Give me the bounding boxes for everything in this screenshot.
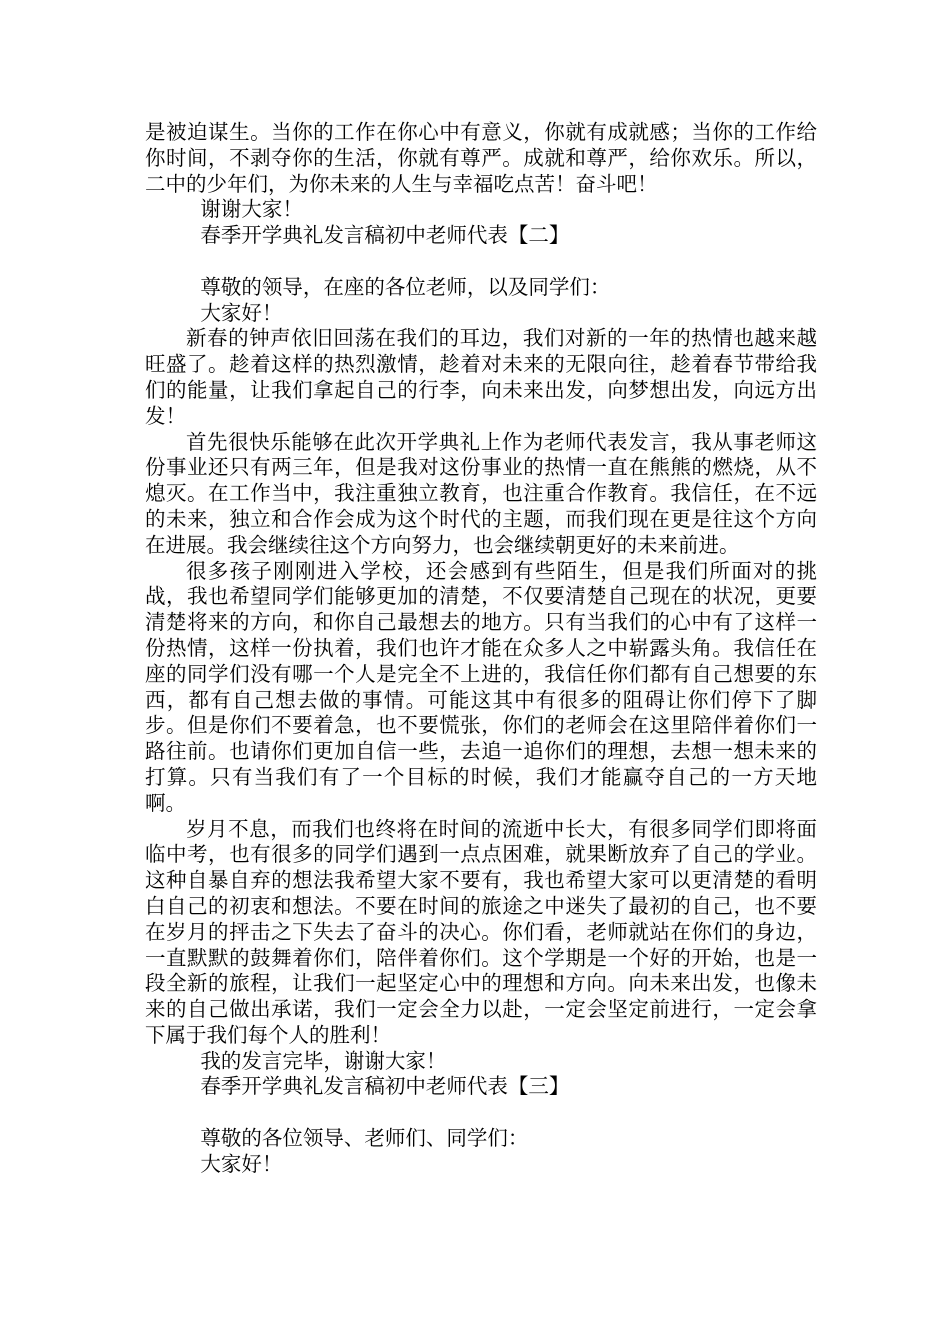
- section-heading-three: 春季开学典礼发言稿初中老师代表【三】: [200, 1074, 570, 1099]
- paragraph-new-students: 很多孩子刚刚进入学校，还会感到有些陌生，但是我们所面对的挑战，我也希望同学们能够更加的清楚，不仅要清楚自己现在的状况，更要清楚将来的方向，和你自己最想去的地方。只有当我们的心中有了这样一份热情，这样一份执着，我们也许才能在众多人之中崭露头角。我信任在座的同学们没有哪一个人是完全不上进的，我信任你们都有自己想要的东西，都有自己想去做的事情。可能这其中有很多的阻碍让你们停下了脚步。但是你们不要着急，也不要慌张，你们的老师会在这里陪伴着你们一路往前。也请你们更加自信一些，去追一追你们的理想，去想一想未来的打算。只有当我们有了一个目标的时候，我们才能赢夺自己的一方天地啊。: [145, 558, 817, 815]
- salutation-line: 尊敬的领导，在座的各位老师，以及同学们：: [200, 274, 611, 299]
- paragraph-new-spring: 新春的钟声依旧回荡在我们的耳边，我们对新的一年的热情也越来越旺盛了。趁着这样的热烈激情，趁着对未来的无限向往，趁着春节带给我们的能量，让我们拿起自己的行李，向未来出发，向梦想出发，向远方出发！: [145, 326, 817, 428]
- paragraph-teacher-speech: 首先很快乐能够在此次开学典礼上作为老师代表发言，我从事老师这份事业还只有两三年，但是我对这份事业的热情一直在熊熊的燃烧，从不熄灭。在工作当中，我注重独立教育，也注重合作教育。我信任，在不远的未来，独立和合作会成为这个时代的主题，而我们现在更是往这个方向在进展。我会继续往这个方向努力，也会继续朝更好的未来前进。: [145, 429, 817, 557]
- greeting-line-three: 大家好！: [200, 1151, 283, 1176]
- thanks-line: 谢谢大家！: [200, 197, 303, 222]
- paragraph-closing-previous: 是被迫谋生。当你的工作在你心中有意义，你就有成就感；当你的工作给你时间，不剥夺你的生活，你就有尊严。成就和尊严，给你欢乐。所以，二中的少年们，为你未来的人生与幸福吃点苦！奋斗吧！: [145, 120, 817, 196]
- section-heading-two: 春季开学典礼发言稿初中老师代表【二】: [200, 223, 570, 248]
- speech-end-line: 我的发言完毕，谢谢大家！: [200, 1048, 447, 1073]
- paragraph-years: 岁月不息，而我们也终将在时间的流逝中长大，有很多同学们即将面临中考，也有很多的同学们遇到一点点困难，就果断放弃了自己的学业。这种自暴自弃的想法我希望大家不要有，我也希望大家可以更清楚的看明白自己的初衷和想法。不要在时间的旅途之中迷失了最初的自己，也不要在岁月的抨击之下失去了奋斗的决心。你们看，老师就站在你们的身边，一直默默的鼓舞着你们，陪伴着你们。这个学期是一个好的开始，也是一段全新的旅程，让我们一起坚定心中的理想和方向。向未来出发，也像未来的自己做出承诺，我们一定会全力以赴，一定会坚定前进行，一定会拿下属于我们每个人的胜利！: [145, 816, 817, 1047]
- document-page: [145, 120, 817, 1178]
- blank-line: [145, 249, 817, 275]
- salutation-line-three: 尊敬的各位领导、老师们、同学们：: [200, 1126, 529, 1151]
- greeting-line: 大家好！: [200, 300, 283, 325]
- blank-line: [145, 1100, 817, 1126]
